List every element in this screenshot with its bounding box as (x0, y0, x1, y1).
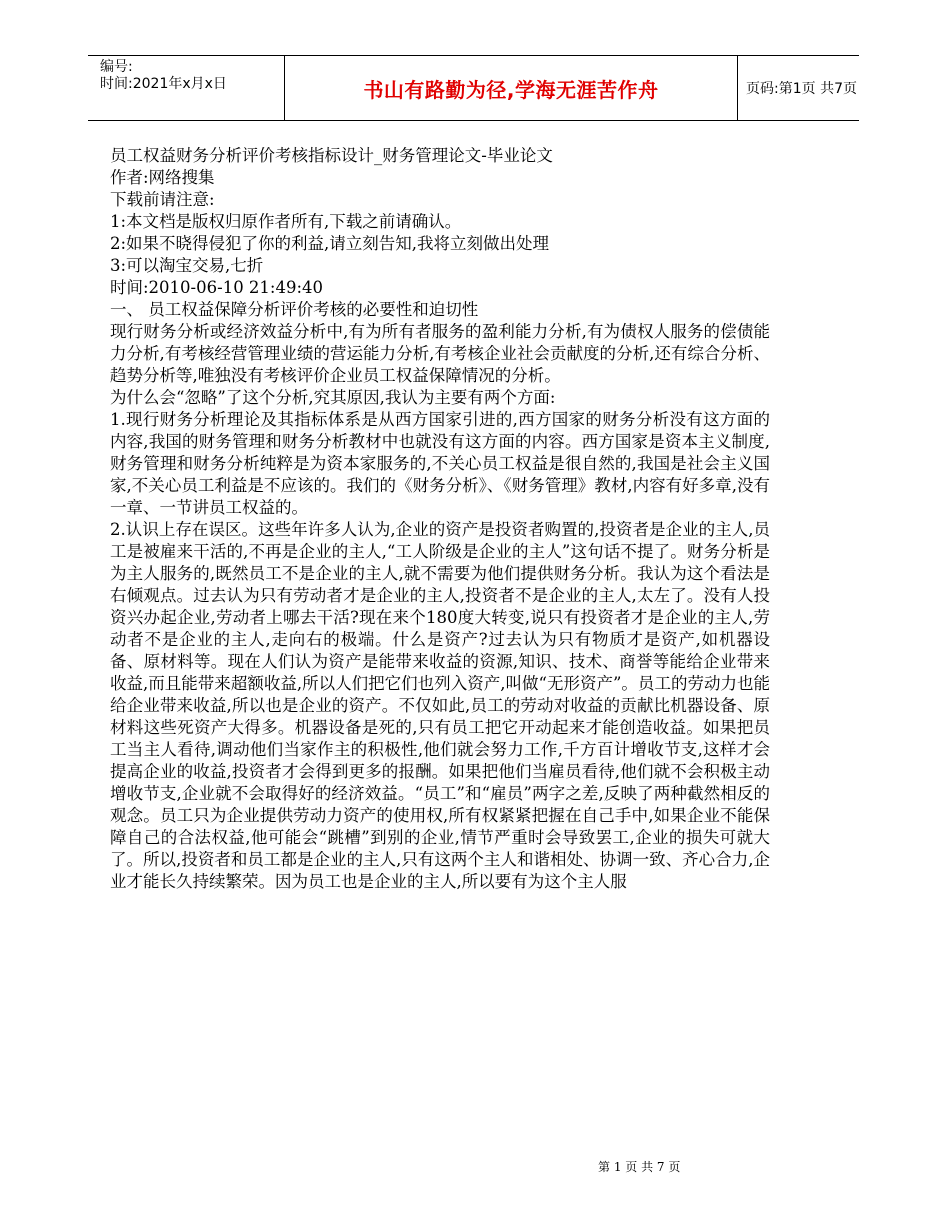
document-time: 时间:2010-06-10 21:49:40 (110, 278, 324, 297)
header-meta (88, 56, 285, 120)
notice-item: 2:如果不晓得侵犯了你的利益,请立刻告知,我将立刻做出处理 (110, 234, 550, 253)
body-paragraph: 1.现行财务分析理论及其指标体系是从西方国家引进的,西方国家的财务分析没有这方面的内容,我国的财务管理和财务分析教材中也就没有这方面的内容。西方国家是资本主义制度,财务管理和财务分析纯粹是为资本家服务的,不关心员工权益是很自然的,我国是社会主义国家,不关心员工利益是不应该的。我们的《财务分析》、《财务管理》教材,内容有好多章,没有一章、一节讲员工权益的。 (110, 410, 770, 517)
header-motto: 书山有路勤为径,学海无涯苦作舟 (363, 77, 659, 102)
body-paragraph: 2.认识上存在误区。这些年许多人认为,企业的资产是投资者购置的,投资者是企业的主人,员工是被雇来干活的,不再是企业的主人,“工人阶级是企业的主人”这句话不提了。财务分析是为主人服务的,既然员工不是企业的主人,就不需要为他们提供财务分析。我认为这个看法是右倾观点。过去认为只有劳动者才是企业的主人,投资者不是企业的主人,太左了。没有人投资兴办起企业,劳动者上哪去干活?现在来个180度大转变,说只有投资者才是企业的主人,劳动者不是企业的主人,走向右的极端。什么是资产?过去认为只有物质才是资产,如机器设备、原材料等。现在人们认为资产是能带来收益的资源,知识、技术、商誉等能给企业带来收益,而且能带来超额收益,所以人们把它们也列入资产,叫做“无形资产”。员工的劳动力也能给企业带来收益,所以也是企业的资产。不仅如此,员工的劳动对收益的贡献比机器设备、原材料这些死资产大得多。机器设备是死的,只有员工把它开动起来才能创造收益。如果把员工当主人看待,调动他们当家作主的积极性,他们就会努力工作,千方百计增收节支,这样才会提高企业的收益,投资者才会得到更多的报酬。如果把他们当雇员看待,他们就不会积极主动增收节支,企业就不会取得好的经济效益。“员工”和“雇员”两字之差,反映了两种截然相反的观念。员工只为企业提供劳动力资产的使用权,所有权紧紧把握在自己手中,如果企业不能保障自己的合法权益,他可能会“跳槽”到别的企业,情节严重时会导致罢工,企业的损失可就大了。所以,投资者和员工都是企业的主人,只有这两个主人和谐相处、协调一致、齐心合力,企业才能长久持续繁荣。因为员工也是企业的主人,所以要有为这个主人服 (110, 520, 770, 891)
document-title: 员工权益财务分析评价考核指标设计_财务管理论文-毕业论文 (110, 146, 553, 165)
notice-heading: 下载前请注意: (110, 190, 215, 209)
document-author: 作者:网络搜集 (110, 168, 215, 187)
document-number-label: 编号: (100, 59, 133, 75)
notice-item: 1:本文档是版权归原作者所有,下载之前请确认。 (110, 212, 462, 231)
section-heading: 一、 员工权益保障分析评价考核的必要性和迫切性 (110, 300, 479, 319)
notice-item: 3:可以淘宝交易,七折 (110, 256, 264, 275)
page-footer: 第 1 页 共 7 页 (598, 1160, 681, 1174)
page-header (88, 55, 859, 121)
body-paragraph: 为什么会“忽略”了这个分析,究其原因,我认为主要有两个方面: (110, 388, 556, 407)
header-motto-cell (285, 56, 738, 120)
header-page-info: 页码:第1页 共7页 (746, 81, 857, 97)
body-paragraph: 现行财务分析或经济效益分析中,有为所有者服务的盈利能力分析,有为债权人服务的偿债能力分析,有考核经营管理业绩的营运能力分析,有考核企业社会贡献度的分析,还有综合分析、趋势分析等,唯独没有考核评价企业员工权益保障情况的分析。 (110, 322, 770, 385)
document-time-label: 时间:2021年x月x日 (100, 76, 227, 92)
document-body (110, 145, 770, 893)
